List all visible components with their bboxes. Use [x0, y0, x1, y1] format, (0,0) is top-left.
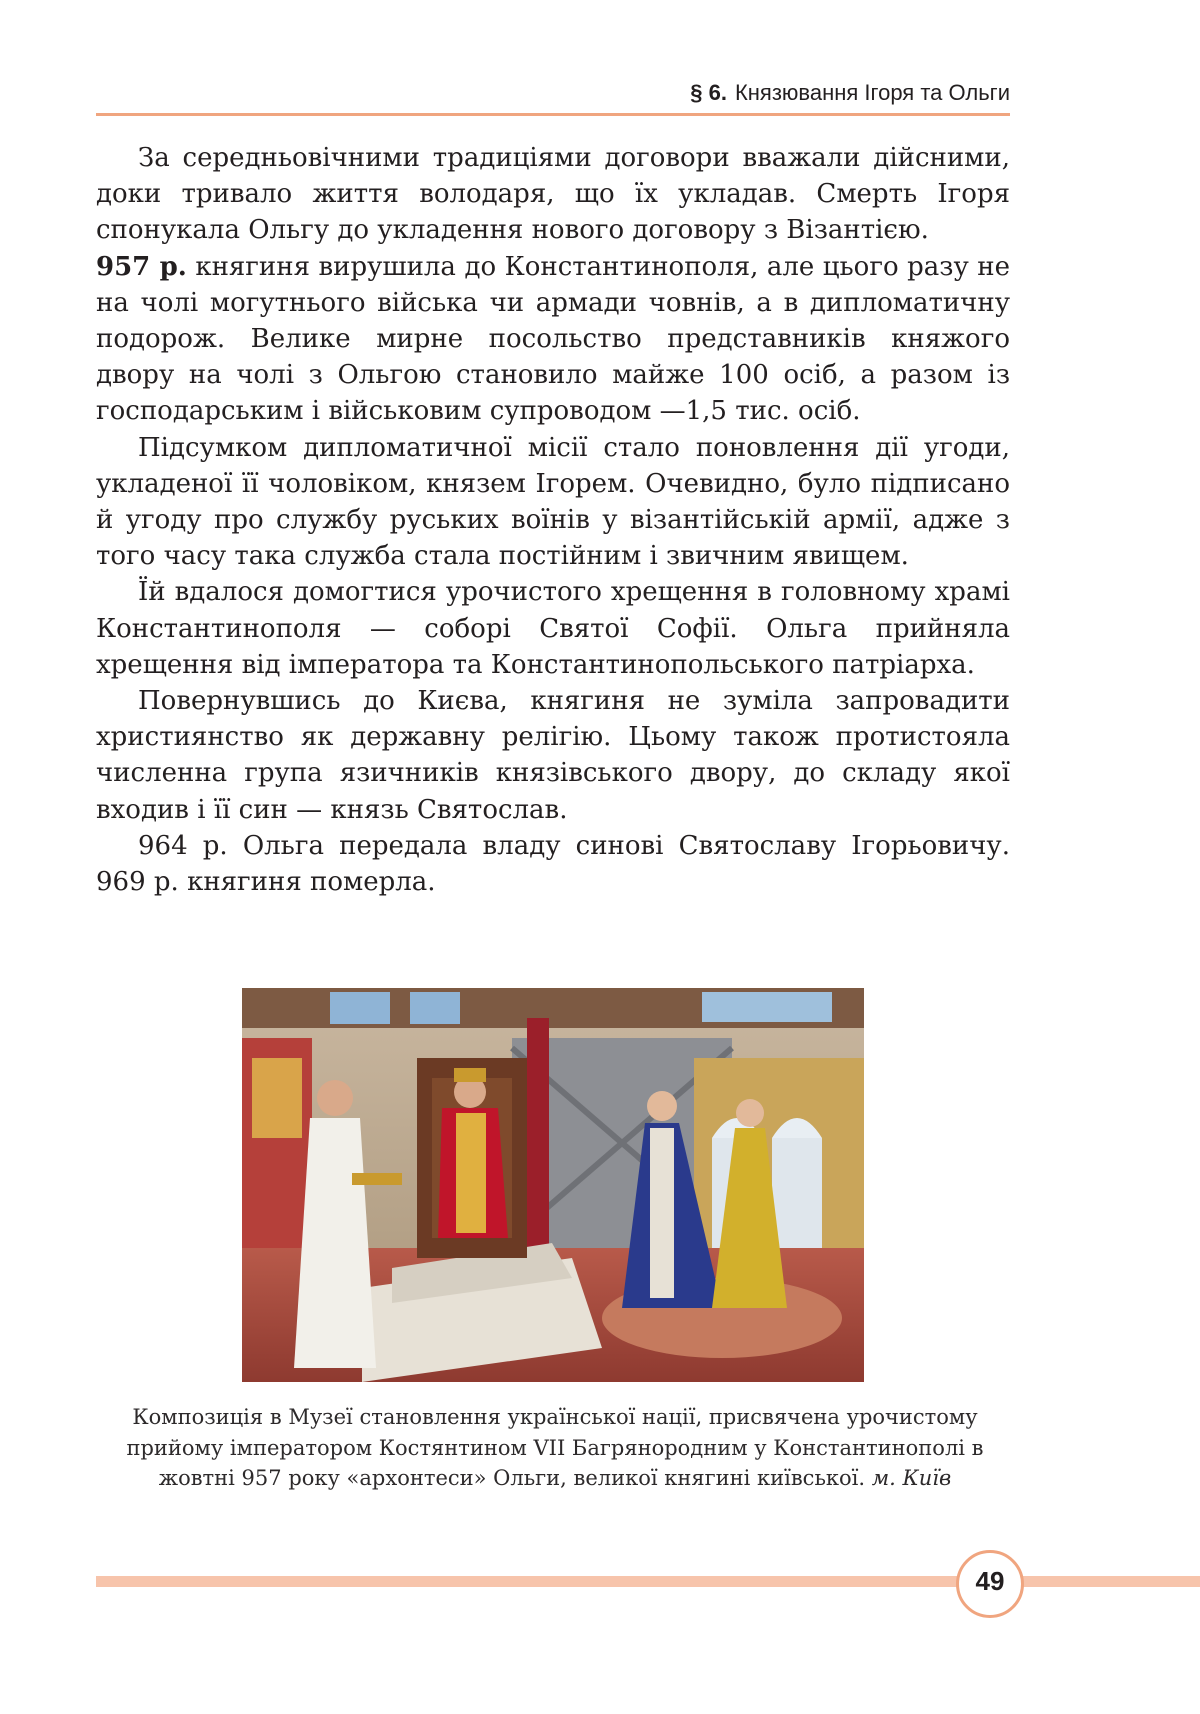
paragraph-text: За середньовічними традиціями договори вважали дійсними, доки тривало життя володаря, що їх укладав. Смерть Ігоря спонукала Ольгу до укладення нового договору з Візантією. — [96, 143, 1010, 246]
paragraph — [96, 249, 1010, 430]
caption-location: м. Київ — [871, 1466, 952, 1490]
paragraph-lead: 957 р. — [96, 251, 187, 282]
footer-rule — [96, 1576, 1200, 1587]
paragraph — [96, 683, 1010, 828]
paragraph-text: Повернувшись до Києва, княгиня не зуміла запровадити християнство як державну релігію. Цьому також протистояла численна група язичників князівського двору, до складу якої входив і її син — князь Святослав. — [96, 686, 1010, 825]
paragraph — [96, 140, 1010, 249]
paragraph — [96, 574, 1010, 683]
page-number: 49 — [975, 1566, 1005, 1596]
section-title: Князювання Ігоря та Ольги — [734, 80, 1010, 105]
paragraph-text: Підсумком дипломатичної місії стало поновлення дії угоди, укладеної її чоловіком, князем Ігорем. Очевидно, було підписано й угоду про службу руських воїнів у візантійській армії, адже з того часу така служба стала постійним і звичним явищем. — [96, 432, 1010, 572]
section-number: § 6. — [690, 80, 727, 105]
paragraph — [96, 828, 1010, 900]
body-text — [96, 140, 1010, 900]
running-head — [690, 80, 1010, 106]
caption-text: Композиція в Музеї становлення української нації, присвячена урочистому прийому імператором Костянтином VII Багрянородним у Константинополі в жовтні 957 року «архонтеси» Ольги, великої княгині київської. — [126, 1405, 984, 1490]
paragraph-text: Їй вдалося домогтися урочистого хрещення в головному храмі Константинополя — соборі Святої Софії. Ольга прийняла хрещення від імператора та Константинопольського патріарха. — [96, 577, 1010, 680]
paragraph-text: 964 р. Ольга передала владу синові Святославу Ігорьовичу. 969 р. княгиня померла. — [96, 830, 1010, 898]
museum-photo — [242, 988, 864, 1382]
figure-caption — [110, 1402, 1000, 1494]
paragraph-text: княгиня вирушила до Константинополя, але цього разу не на чолі могутнього війська чи армади човнів, а в дипломатичну подорож. Велике мирне посольство представників княжого двору на чолі з Ольгою становило майже 100 осіб, а разом із господарським і військовим супроводом —1,5 тис. осіб. — [96, 251, 1010, 427]
header-rule — [96, 113, 1010, 116]
paragraph — [96, 430, 1010, 575]
